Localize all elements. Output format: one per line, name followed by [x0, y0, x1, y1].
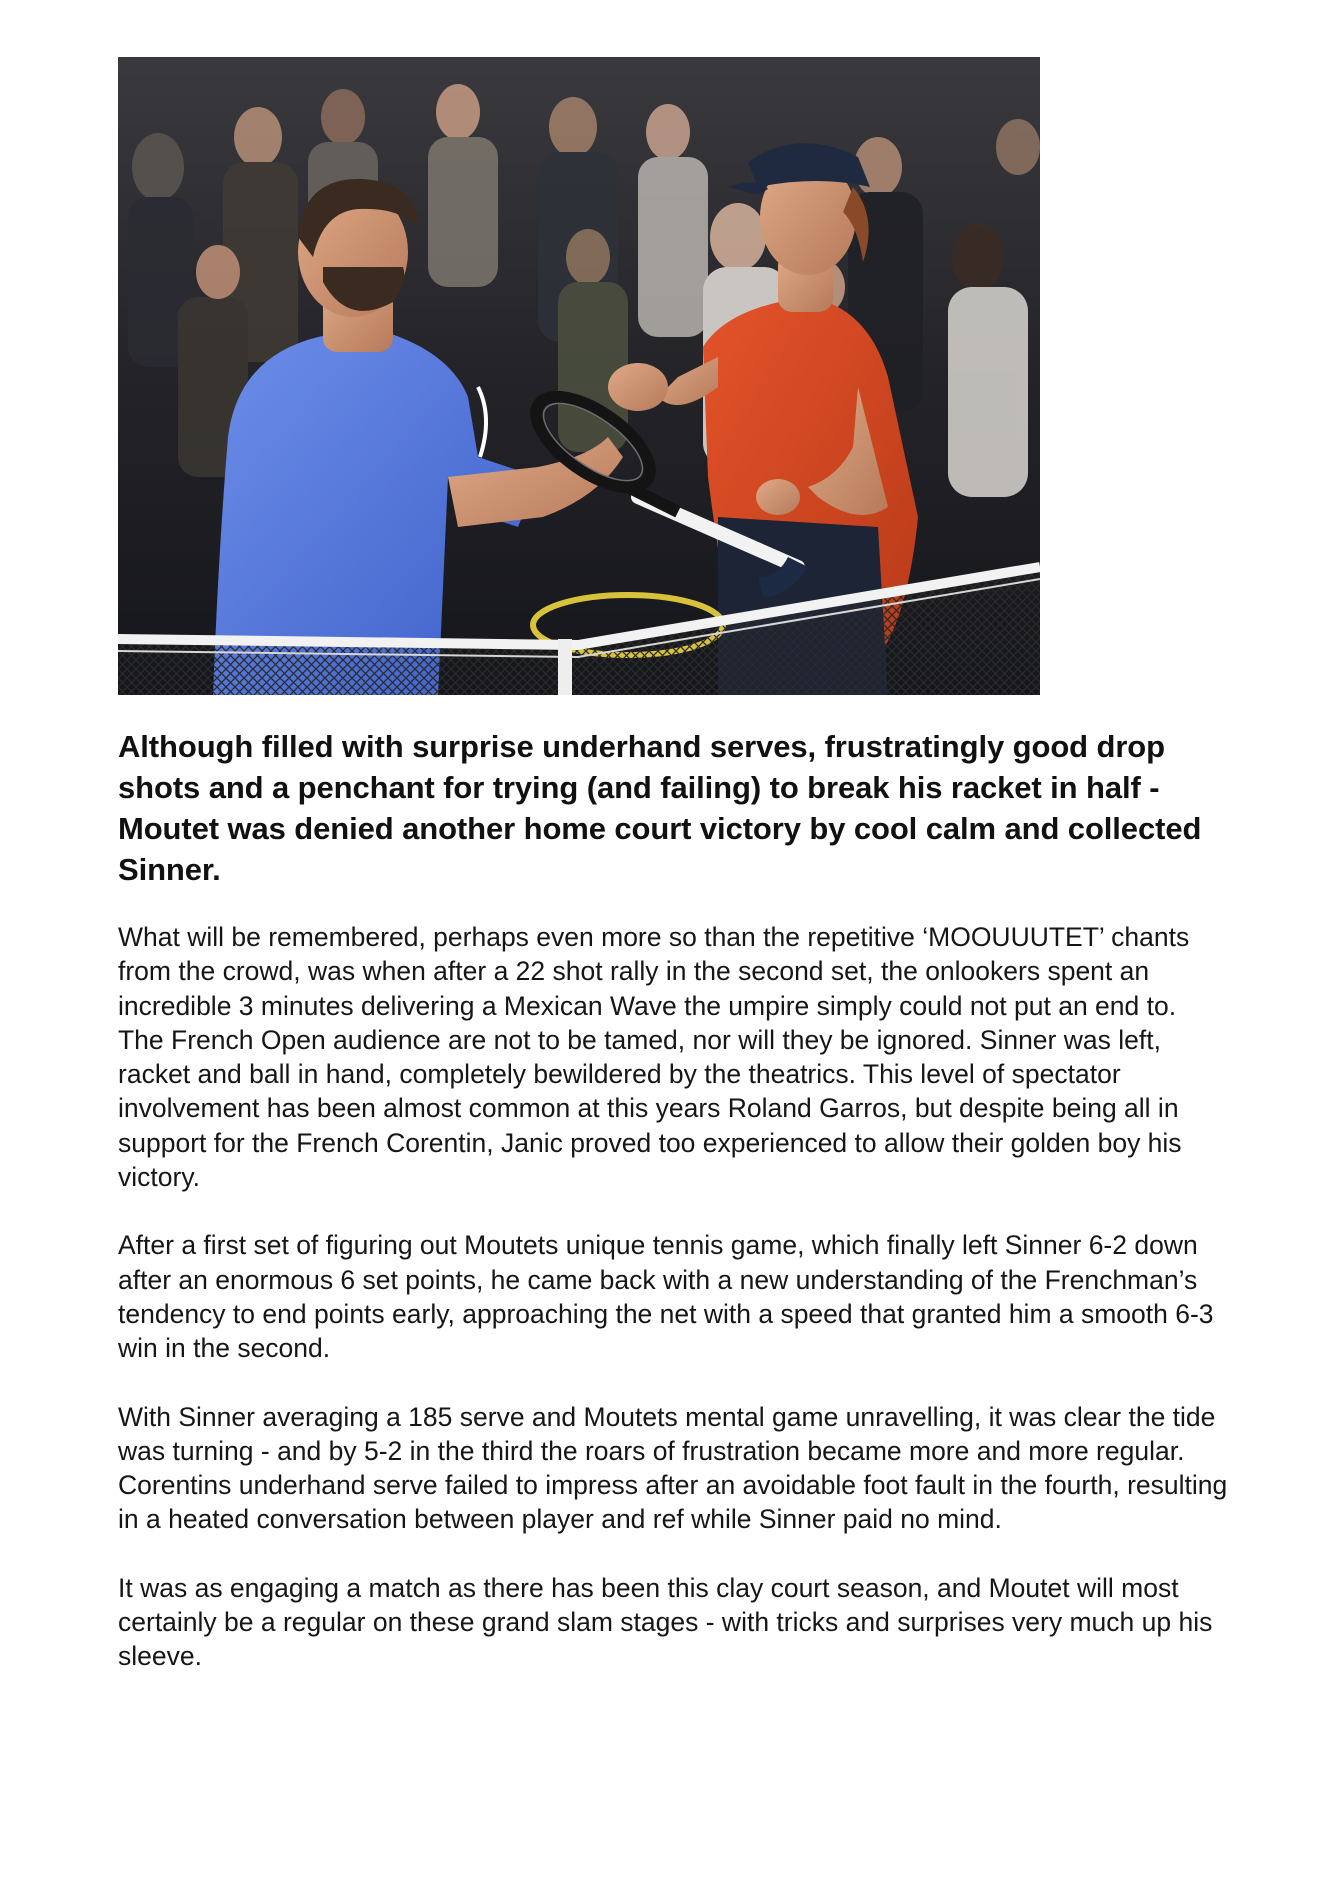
- article-headline: Although filled with surprise underhand serves, frustratingly good drop shots and a penchant for trying (and failing) to break his racket in half - Moutet was denied another home court victory by cool calm and collected Sinner.: [118, 729, 1202, 887]
- article-paragraph-1: What will be remembered, perhaps even more so than the repetitive ‘MOOUUUTET’ chants from the crowd, was when after a 22 shot rally in the second set, the onlookers spent an incredible 3 minutes delivering a Mexican Wave the umpire simply could not put an end to. The French Open audience are not to be tamed, nor will they be ignored. Sinner was left, racket and ball in hand, completely bewildered by the theatrics. This level of spectator involvement has been almost common at this years Roland Garros, but despite being all in support for the French Corentin, Janic proved too experienced to allow their golden boy his victory.: [118, 922, 1190, 1193]
- tennis-handshake-photo: [118, 57, 1040, 695]
- article-paragraph-4: It was as engaging a match as there has been this clay court season, and Moutet will most certainly be a regular on these grand slam stages - with tricks and surprises very much up his sleeve.: [118, 1572, 1213, 1672]
- article: [118, 57, 1228, 1674]
- article-paragraph-3: With Sinner averaging a 185 serve and Moutets mental game unravelling, it was clear the tide was turning - and by 5-2 in the third the roars of frustration became more and more regular. Corentins underhand serve failed to impress after an avoidable foot fault in the fourth, resulting in a heated conversation between player and ref while Sinner paid no mind.: [118, 1401, 1228, 1535]
- article-paragraph-2: After a first set of figuring out Moutets unique tennis game, which finally left Sinner 6-2 down after an enormous 6 set points, he came back with a new understanding of the Frenchman’s tendency to end points early, approaching the net with a speed that granted him a smooth 6-3 win in the second.: [118, 1230, 1214, 1364]
